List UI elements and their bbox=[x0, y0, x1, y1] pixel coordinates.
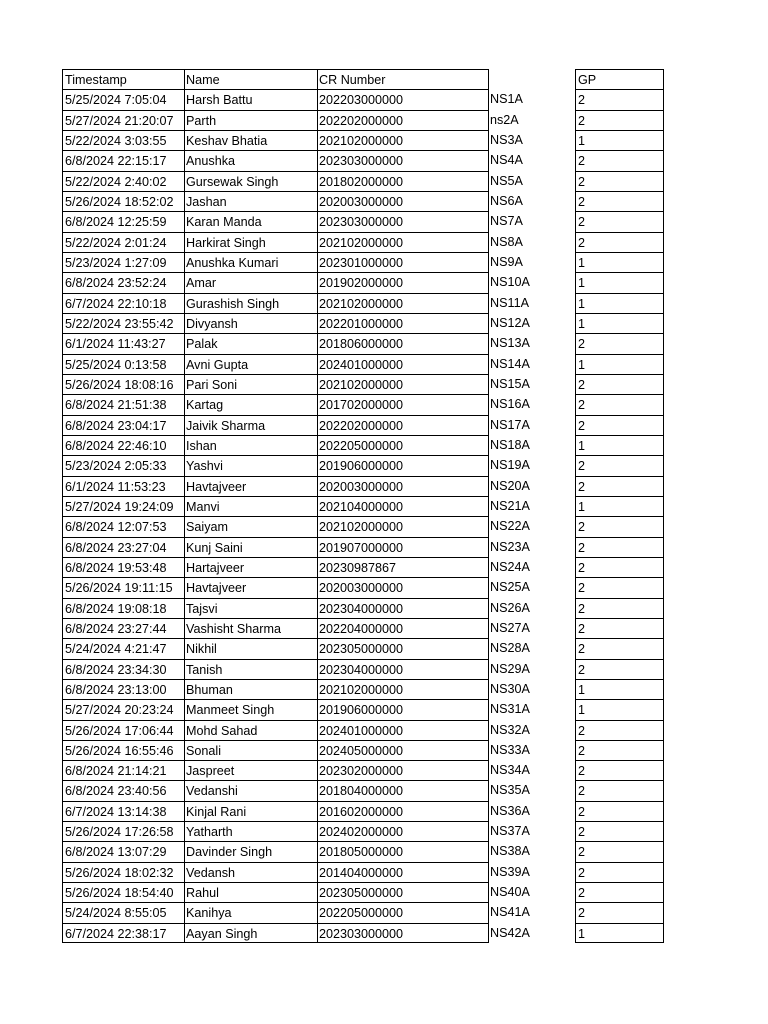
cell-gp: 2 bbox=[575, 89, 664, 109]
cell-name: Pari Soni bbox=[184, 374, 318, 394]
cell-cr-number: 202202000000 bbox=[317, 415, 489, 435]
cell-code: NS35A bbox=[490, 783, 530, 798]
cell-code: NS16A bbox=[490, 397, 530, 412]
cell-code: NS13A bbox=[490, 336, 530, 351]
cell-cr-number: 202304000000 bbox=[317, 659, 489, 679]
cell-cr-number: 202102000000 bbox=[317, 679, 489, 699]
header-timestamp: Timestamp bbox=[62, 69, 185, 89]
cell-name: Manmeet Singh bbox=[184, 699, 318, 719]
cell-gp: 2 bbox=[575, 374, 664, 394]
cell-gp: 2 bbox=[575, 740, 664, 760]
cell-timestamp: 5/26/2024 16:55:46 bbox=[62, 740, 185, 760]
cell-gp: 2 bbox=[575, 821, 664, 841]
cell-code: NS38A bbox=[490, 844, 530, 859]
cell-cr-number: 202301000000 bbox=[317, 252, 489, 272]
cell-cr-number: 202205000000 bbox=[317, 435, 489, 455]
cell-gp: 2 bbox=[575, 537, 664, 557]
cell-gp: 2 bbox=[575, 801, 664, 821]
cell-gp: 1 bbox=[575, 496, 664, 516]
cell-timestamp: 6/1/2024 11:43:27 bbox=[62, 333, 185, 353]
cell-cr-number: 201404000000 bbox=[317, 862, 489, 882]
cell-timestamp: 5/25/2024 7:05:04 bbox=[62, 89, 185, 109]
cell-gp: 2 bbox=[575, 415, 664, 435]
cell-name: Vedansh bbox=[184, 862, 318, 882]
cell-timestamp: 6/8/2024 23:27:44 bbox=[62, 618, 185, 638]
cell-timestamp: 5/26/2024 18:08:16 bbox=[62, 374, 185, 394]
cell-cr-number: 201906000000 bbox=[317, 699, 489, 719]
cell-code: NS28A bbox=[490, 641, 530, 656]
cell-cr-number: 201907000000 bbox=[317, 537, 489, 557]
cell-name: Kunj Saini bbox=[184, 537, 318, 557]
header-gp: GP bbox=[575, 69, 664, 89]
cell-name: Harkirat Singh bbox=[184, 232, 318, 252]
cell-name: Bhuman bbox=[184, 679, 318, 699]
cell-timestamp: 6/8/2024 23:04:17 bbox=[62, 415, 185, 435]
cell-cr-number: 202102000000 bbox=[317, 374, 489, 394]
cell-cr-number: 202203000000 bbox=[317, 89, 489, 109]
cell-cr-number: 201902000000 bbox=[317, 272, 489, 292]
cell-name: Gursewak Singh bbox=[184, 171, 318, 191]
cell-code: NS10A bbox=[490, 275, 530, 290]
cell-name: Harsh Battu bbox=[184, 89, 318, 109]
cell-name: Mohd Sahad bbox=[184, 720, 318, 740]
cell-timestamp: 6/7/2024 22:38:17 bbox=[62, 923, 185, 943]
cell-timestamp: 6/8/2024 21:14:21 bbox=[62, 760, 185, 780]
cell-gp: 1 bbox=[575, 293, 664, 313]
cell-cr-number: 202205000000 bbox=[317, 902, 489, 922]
cell-cr-number: 202302000000 bbox=[317, 760, 489, 780]
cell-name: Kartag bbox=[184, 394, 318, 414]
cell-name: Jaspreet bbox=[184, 760, 318, 780]
cell-timestamp: 5/26/2024 19:11:15 bbox=[62, 577, 185, 597]
cell-gp: 1 bbox=[575, 679, 664, 699]
cell-timestamp: 6/8/2024 23:27:04 bbox=[62, 537, 185, 557]
cell-code: NS25A bbox=[490, 580, 530, 595]
cell-timestamp: 5/23/2024 2:05:33 bbox=[62, 455, 185, 475]
cell-gp: 1 bbox=[575, 923, 664, 943]
cell-code: NS33A bbox=[490, 742, 530, 757]
cell-cr-number: 202102000000 bbox=[317, 130, 489, 150]
cell-timestamp: 6/8/2024 12:07:53 bbox=[62, 516, 185, 536]
cell-code: NS42A bbox=[490, 925, 530, 940]
cell-cr-number: 202303000000 bbox=[317, 150, 489, 170]
header-code bbox=[488, 69, 578, 89]
cell-code: NS32A bbox=[490, 722, 530, 737]
cell-name: Yashvi bbox=[184, 455, 318, 475]
cell-cr-number: 201802000000 bbox=[317, 171, 489, 191]
cell-name: Jaivik Sharma bbox=[184, 415, 318, 435]
cell-cr-number: 202204000000 bbox=[317, 618, 489, 638]
cell-name: Aayan Singh bbox=[184, 923, 318, 943]
cell-name: Kinjal Rani bbox=[184, 801, 318, 821]
cell-code: NS30A bbox=[490, 681, 530, 696]
cell-gp: 2 bbox=[575, 882, 664, 902]
cell-name: Sonali bbox=[184, 740, 318, 760]
cell-gp: 2 bbox=[575, 720, 664, 740]
cell-gp: 1 bbox=[575, 313, 664, 333]
cell-cr-number: 202304000000 bbox=[317, 598, 489, 618]
cell-gp: 2 bbox=[575, 455, 664, 475]
cell-gp: 2 bbox=[575, 211, 664, 231]
cell-name: Avni Gupta bbox=[184, 354, 318, 374]
cell-name: Jashan bbox=[184, 191, 318, 211]
cell-cr-number: 201602000000 bbox=[317, 801, 489, 821]
cell-code: NS22A bbox=[490, 519, 530, 534]
cell-gp: 2 bbox=[575, 191, 664, 211]
cell-gp: 1 bbox=[575, 130, 664, 150]
cell-gp: 2 bbox=[575, 557, 664, 577]
cell-code: NS14A bbox=[490, 356, 530, 371]
cell-code: ns2A bbox=[490, 112, 519, 127]
cell-gp: 1 bbox=[575, 272, 664, 292]
cell-gp: 2 bbox=[575, 780, 664, 800]
cell-gp: 2 bbox=[575, 232, 664, 252]
cell-name: Gurashish Singh bbox=[184, 293, 318, 313]
cell-timestamp: 6/8/2024 19:08:18 bbox=[62, 598, 185, 618]
cell-code: NS11A bbox=[490, 295, 529, 310]
cell-cr-number: 202003000000 bbox=[317, 191, 489, 211]
cell-code: NS27A bbox=[490, 620, 530, 635]
cell-gp: 2 bbox=[575, 476, 664, 496]
cell-timestamp: 6/8/2024 23:52:24 bbox=[62, 272, 185, 292]
cell-cr-number: 202003000000 bbox=[317, 476, 489, 496]
cell-code: NS37A bbox=[490, 824, 530, 839]
cell-cr-number: 202102000000 bbox=[317, 232, 489, 252]
cell-cr-number: 202303000000 bbox=[317, 923, 489, 943]
cell-code: NS36A bbox=[490, 803, 530, 818]
cell-name: Davinder Singh bbox=[184, 841, 318, 861]
cell-code: NS21A bbox=[490, 498, 530, 513]
cell-gp: 2 bbox=[575, 333, 664, 353]
cell-code: NS40A bbox=[490, 885, 530, 900]
cell-timestamp: 5/22/2024 23:55:42 bbox=[62, 313, 185, 333]
cell-gp: 2 bbox=[575, 110, 664, 130]
cell-code: NS41A bbox=[490, 905, 530, 920]
cell-gp: 2 bbox=[575, 618, 664, 638]
cell-name: Vedanshi bbox=[184, 780, 318, 800]
cell-timestamp: 5/27/2024 20:23:24 bbox=[62, 699, 185, 719]
cell-cr-number: 202104000000 bbox=[317, 496, 489, 516]
cell-gp: 2 bbox=[575, 577, 664, 597]
cell-cr-number: 202102000000 bbox=[317, 516, 489, 536]
cell-cr-number: 202201000000 bbox=[317, 313, 489, 333]
cell-code: NS1A bbox=[490, 92, 523, 107]
cell-timestamp: 5/26/2024 18:54:40 bbox=[62, 882, 185, 902]
cell-name: Parth bbox=[184, 110, 318, 130]
cell-timestamp: 6/8/2024 21:51:38 bbox=[62, 394, 185, 414]
cell-name: Ishan bbox=[184, 435, 318, 455]
cell-code: NS6A bbox=[490, 193, 523, 208]
cell-name: Palak bbox=[184, 333, 318, 353]
cell-gp: 2 bbox=[575, 598, 664, 618]
cell-timestamp: 5/26/2024 18:02:32 bbox=[62, 862, 185, 882]
cell-code: NS31A bbox=[490, 702, 530, 717]
cell-timestamp: 5/22/2024 2:40:02 bbox=[62, 171, 185, 191]
cell-code: NS3A bbox=[490, 132, 523, 147]
cell-timestamp: 5/27/2024 19:24:09 bbox=[62, 496, 185, 516]
cell-code: NS12A bbox=[490, 315, 530, 330]
cell-code: NS9A bbox=[490, 254, 523, 269]
cell-gp: 2 bbox=[575, 150, 664, 170]
cell-code: NS4A bbox=[490, 153, 523, 168]
cell-timestamp: 6/8/2024 13:07:29 bbox=[62, 841, 185, 861]
cell-cr-number: 202003000000 bbox=[317, 577, 489, 597]
cell-timestamp: 5/22/2024 3:03:55 bbox=[62, 130, 185, 150]
cell-timestamp: 6/8/2024 23:40:56 bbox=[62, 780, 185, 800]
cell-code: NS7A bbox=[490, 214, 523, 229]
cell-code: NS29A bbox=[490, 661, 530, 676]
cell-timestamp: 5/22/2024 2:01:24 bbox=[62, 232, 185, 252]
cell-code: NS39A bbox=[490, 864, 530, 879]
cell-timestamp: 6/8/2024 23:34:30 bbox=[62, 659, 185, 679]
cell-cr-number: 201906000000 bbox=[317, 455, 489, 475]
cell-code: NS26A bbox=[490, 600, 530, 615]
cell-cr-number: 201805000000 bbox=[317, 841, 489, 861]
cell-gp: 2 bbox=[575, 516, 664, 536]
cell-gp: 2 bbox=[575, 638, 664, 658]
cell-code: NS34A bbox=[490, 763, 530, 778]
cell-name: Manvi bbox=[184, 496, 318, 516]
cell-name: Vashisht Sharma bbox=[184, 618, 318, 638]
cell-name: Tanish bbox=[184, 659, 318, 679]
cell-gp: 2 bbox=[575, 760, 664, 780]
cell-code: NS15A bbox=[490, 376, 530, 391]
cell-name: Tajsvi bbox=[184, 598, 318, 618]
cell-timestamp: 6/8/2024 22:46:10 bbox=[62, 435, 185, 455]
cell-code: NS8A bbox=[490, 234, 523, 249]
cell-cr-number: 202202000000 bbox=[317, 110, 489, 130]
cell-gp: 2 bbox=[575, 902, 664, 922]
cell-code: NS19A bbox=[490, 458, 530, 473]
cell-timestamp: 5/23/2024 1:27:09 bbox=[62, 252, 185, 272]
cell-code: NS18A bbox=[490, 437, 530, 452]
cell-name: Rahul bbox=[184, 882, 318, 902]
cell-cr-number: 202102000000 bbox=[317, 293, 489, 313]
cell-name: Yatharth bbox=[184, 821, 318, 841]
cell-name: Divyansh bbox=[184, 313, 318, 333]
cell-gp: 2 bbox=[575, 659, 664, 679]
cell-cr-number: 202305000000 bbox=[317, 882, 489, 902]
cell-name: Havtajveer bbox=[184, 577, 318, 597]
header-name: Name bbox=[184, 69, 318, 89]
cell-gp: 1 bbox=[575, 699, 664, 719]
cell-cr-number: 201702000000 bbox=[317, 394, 489, 414]
cell-name: Karan Manda bbox=[184, 211, 318, 231]
cell-cr-number: 201806000000 bbox=[317, 333, 489, 353]
cell-gp: 2 bbox=[575, 862, 664, 882]
cell-gp: 1 bbox=[575, 252, 664, 272]
cell-cr-number: 20230987867 bbox=[317, 557, 489, 577]
cell-code: NS24A bbox=[490, 559, 530, 574]
cell-timestamp: 6/8/2024 12:25:59 bbox=[62, 211, 185, 231]
cell-cr-number: 202303000000 bbox=[317, 211, 489, 231]
cell-code: NS23A bbox=[490, 539, 530, 554]
cell-name: Havtajveer bbox=[184, 476, 318, 496]
cell-gp: 2 bbox=[575, 171, 664, 191]
cell-name: Saiyam bbox=[184, 516, 318, 536]
cell-timestamp: 5/24/2024 4:21:47 bbox=[62, 638, 185, 658]
cell-name: Kanihya bbox=[184, 902, 318, 922]
cell-name: Anushka Kumari bbox=[184, 252, 318, 272]
cell-name: Anushka bbox=[184, 150, 318, 170]
cell-timestamp: 5/26/2024 18:52:02 bbox=[62, 191, 185, 211]
cell-name: Nikhil bbox=[184, 638, 318, 658]
cell-gp: 1 bbox=[575, 354, 664, 374]
cell-name: Hartajveer bbox=[184, 557, 318, 577]
cell-cr-number: 202405000000 bbox=[317, 740, 489, 760]
cell-cr-number: 202305000000 bbox=[317, 638, 489, 658]
cell-name: Keshav Bhatia bbox=[184, 130, 318, 150]
cell-timestamp: 5/24/2024 8:55:05 bbox=[62, 902, 185, 922]
cell-code: NS5A bbox=[490, 173, 523, 188]
cell-timestamp: 6/1/2024 11:53:23 bbox=[62, 476, 185, 496]
cell-timestamp: 6/7/2024 22:10:18 bbox=[62, 293, 185, 313]
cell-code: NS20A bbox=[490, 478, 530, 493]
cell-cr-number: 202401000000 bbox=[317, 354, 489, 374]
cell-timestamp: 6/8/2024 22:15:17 bbox=[62, 150, 185, 170]
cell-timestamp: 6/8/2024 23:13:00 bbox=[62, 679, 185, 699]
cell-name: Amar bbox=[184, 272, 318, 292]
cell-gp: 1 bbox=[575, 435, 664, 455]
cell-code: NS17A bbox=[490, 417, 530, 432]
cell-timestamp: 5/26/2024 17:26:58 bbox=[62, 821, 185, 841]
cell-cr-number: 201804000000 bbox=[317, 780, 489, 800]
cell-timestamp: 5/26/2024 17:06:44 bbox=[62, 720, 185, 740]
cell-cr-number: 202402000000 bbox=[317, 821, 489, 841]
cell-gp: 2 bbox=[575, 394, 664, 414]
cell-timestamp: 5/25/2024 0:13:58 bbox=[62, 354, 185, 374]
cell-gp: 2 bbox=[575, 841, 664, 861]
cell-cr-number: 202401000000 bbox=[317, 720, 489, 740]
cell-timestamp: 6/7/2024 13:14:38 bbox=[62, 801, 185, 821]
header-cr-number: CR Number bbox=[317, 69, 489, 89]
cell-timestamp: 5/27/2024 21:20:07 bbox=[62, 110, 185, 130]
cell-timestamp: 6/8/2024 19:53:48 bbox=[62, 557, 185, 577]
